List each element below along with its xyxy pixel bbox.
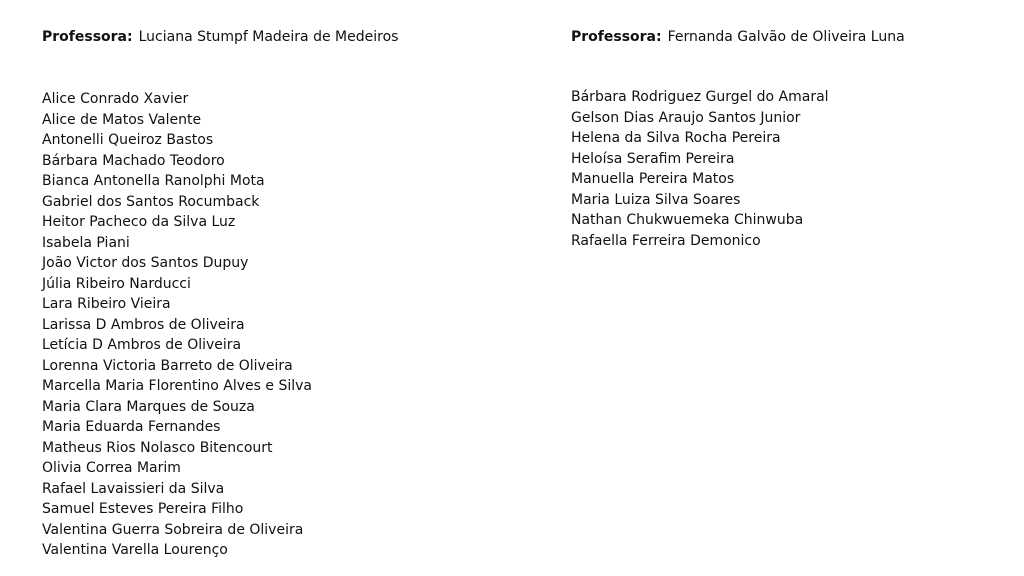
student-name: Bárbara Rodriguez Gurgel do Amaral xyxy=(571,89,829,105)
student-name: Maria Clara Marques de Souza xyxy=(42,398,255,415)
student-name: Olivia Correa Marim xyxy=(42,460,181,476)
student-name: Maria Eduarda Fernandes xyxy=(42,419,221,435)
student-name: Helena da Silva Rocha Pereira xyxy=(571,130,781,146)
student-name: Heitor Pacheco da Silva Luz xyxy=(42,214,236,230)
right-teacher-label: Professora: xyxy=(571,29,662,45)
student-name: Larissa D Ambros de Oliveira xyxy=(42,316,245,333)
student-name: Alice Conrado Xavier xyxy=(42,91,189,107)
student-name: Maria Luiza Silva Soares xyxy=(571,191,741,208)
student-name: Samuel Esteves Pereira Filho xyxy=(42,501,244,517)
student-name: Nathan Chukwuemeka Chinwuba xyxy=(571,212,804,228)
student-name: Rafaella Ferreira Demonico xyxy=(571,232,761,249)
student-name: Gelson Dias Araujo Santos Junior xyxy=(571,109,801,126)
student-name: Letícia D Ambros de Oliveira xyxy=(42,337,242,353)
student-name: Valentina Guerra Sobreira de Oliveira xyxy=(42,521,304,538)
student-name: Bárbara Machado Teodoro xyxy=(42,152,225,169)
right-teacher-name: Fernanda Galvão de Oliveira Luna xyxy=(667,29,905,45)
student-name: Valentina Varella Lourenço xyxy=(42,542,228,558)
student-name: Bianca Antonella Ranolphi Mota xyxy=(42,173,265,189)
student-name: Manuella Pereira Matos xyxy=(571,171,735,187)
student-name: Lorenna Victoria Barreto de Oliveira xyxy=(42,357,293,374)
student-name: Matheus Rios Nolasco Bitencourt xyxy=(42,439,273,456)
student-name: Marcella Maria Florentino Alves e Silva xyxy=(42,378,312,394)
student-name: Alice de Matos Valente xyxy=(42,111,202,128)
student-name: Lara Ribeiro Vieira xyxy=(42,296,171,312)
right-student-list xyxy=(571,87,829,251)
student-name: Júlia Ribeiro Narducci xyxy=(42,275,191,292)
student-name: Heloísa Serafim Pereira xyxy=(571,150,735,167)
student-name: Rafael Lavaissieri da Silva xyxy=(42,480,225,497)
student-name: João Victor dos Santos Dupuy xyxy=(42,255,249,271)
left-teacher-header xyxy=(42,28,398,46)
left-teacher-name: Luciana Stumpf Madeira de Medeiros xyxy=(138,29,399,45)
student-name: Isabela Piani xyxy=(42,234,130,251)
left-teacher-label: Professora: xyxy=(42,29,133,45)
student-name: Antonelli Queiroz Bastos xyxy=(42,132,214,148)
left-student-list xyxy=(42,89,312,561)
right-teacher-header xyxy=(571,28,905,46)
student-name: Gabriel dos Santos Rocumback xyxy=(42,193,260,210)
